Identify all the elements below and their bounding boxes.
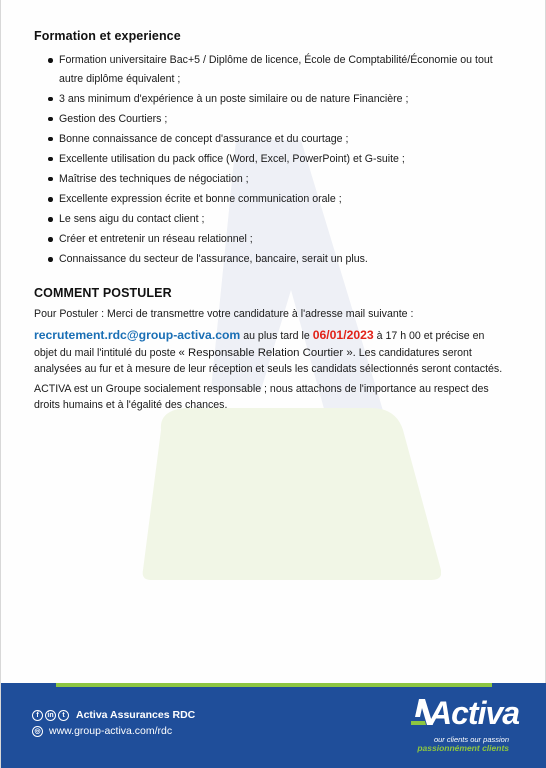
deadline-date: 06/01/2023 <box>312 328 374 343</box>
section-title-apply: COMMENT POSTULER <box>34 285 172 300</box>
job-title: « Responsable Relation Courtier ». <box>178 346 356 359</box>
apply-instructions <box>34 327 504 378</box>
list-item: Le sens aigu du contact client ; <box>34 210 504 229</box>
apply-intro: Pour Postuler : Merci de transmettre votre candidature à l'adresse mail suivante : <box>34 307 414 320</box>
section-title-formation: Formation et experience <box>34 29 181 43</box>
twitter-icon[interactable]: t <box>58 710 69 721</box>
facebook-icon[interactable]: f <box>32 710 43 721</box>
linkedin-icon[interactable]: in <box>45 710 56 721</box>
list-item: Bonne connaissance de concept d'assurance et du courtage ; <box>34 130 504 149</box>
closing-statement: ACTIVA est un Groupe socialement responsable ; nous attachons de l'importance au respect des droits humains et à l'égalité des chances. <box>34 382 489 412</box>
text-segment: au plus tard le <box>240 330 313 343</box>
globe-icon: ◎ <box>32 726 43 737</box>
list-item: Excellente expression écrite et bonne communication orale ; <box>34 190 504 209</box>
list-item: Connaissance du secteur de l'assurance, bancaire, serait un plus. <box>34 250 504 269</box>
footer-accent-bar <box>56 683 492 687</box>
text-segment: à 17 h 00 et précise en objet du mail l'intitulé du poste <box>34 330 485 359</box>
list-item: Maîtrise des techniques de négociation ; <box>34 170 504 189</box>
main-content <box>34 29 504 414</box>
logo-text: Activa <box>429 695 520 731</box>
list-item: Gestion des Courtiers ; <box>34 110 504 129</box>
apply-section <box>34 286 504 414</box>
list-item: Formation universitaire Bac+5 / Diplôme de licence, École de Comptabilité/Économie ou tout autre diplôme équivalent ; <box>34 51 504 88</box>
website-row <box>32 725 172 737</box>
logo-tagline-en: our clients our passion <box>433 735 509 744</box>
activa-logo <box>409 695 520 755</box>
logo-tagline-fr: passionnément clients <box>417 743 509 753</box>
list-item: 3 ans minimum d'expérience à un poste similaire ou de nature Financière ; <box>34 90 504 109</box>
list-item: Excellente utilisation du pack office (Word, Excel, PowerPoint) et G-suite ; <box>34 150 504 169</box>
email-link[interactable]: recrutement.rdc@group-activa.com <box>34 328 241 343</box>
company-name: Activa Assurances RDC <box>76 709 196 721</box>
requirements-list <box>34 51 504 269</box>
social-row <box>32 709 195 721</box>
website-link[interactable]: www.group-activa.com/rdc <box>49 725 173 737</box>
list-item: Créer et entretenir un réseau relationnel ; <box>34 230 504 249</box>
text-segment: Les candidatures seront analysées au fur et à mesure de leur réception et seuls les candidats sélectionnés seront contactés. <box>34 346 503 376</box>
